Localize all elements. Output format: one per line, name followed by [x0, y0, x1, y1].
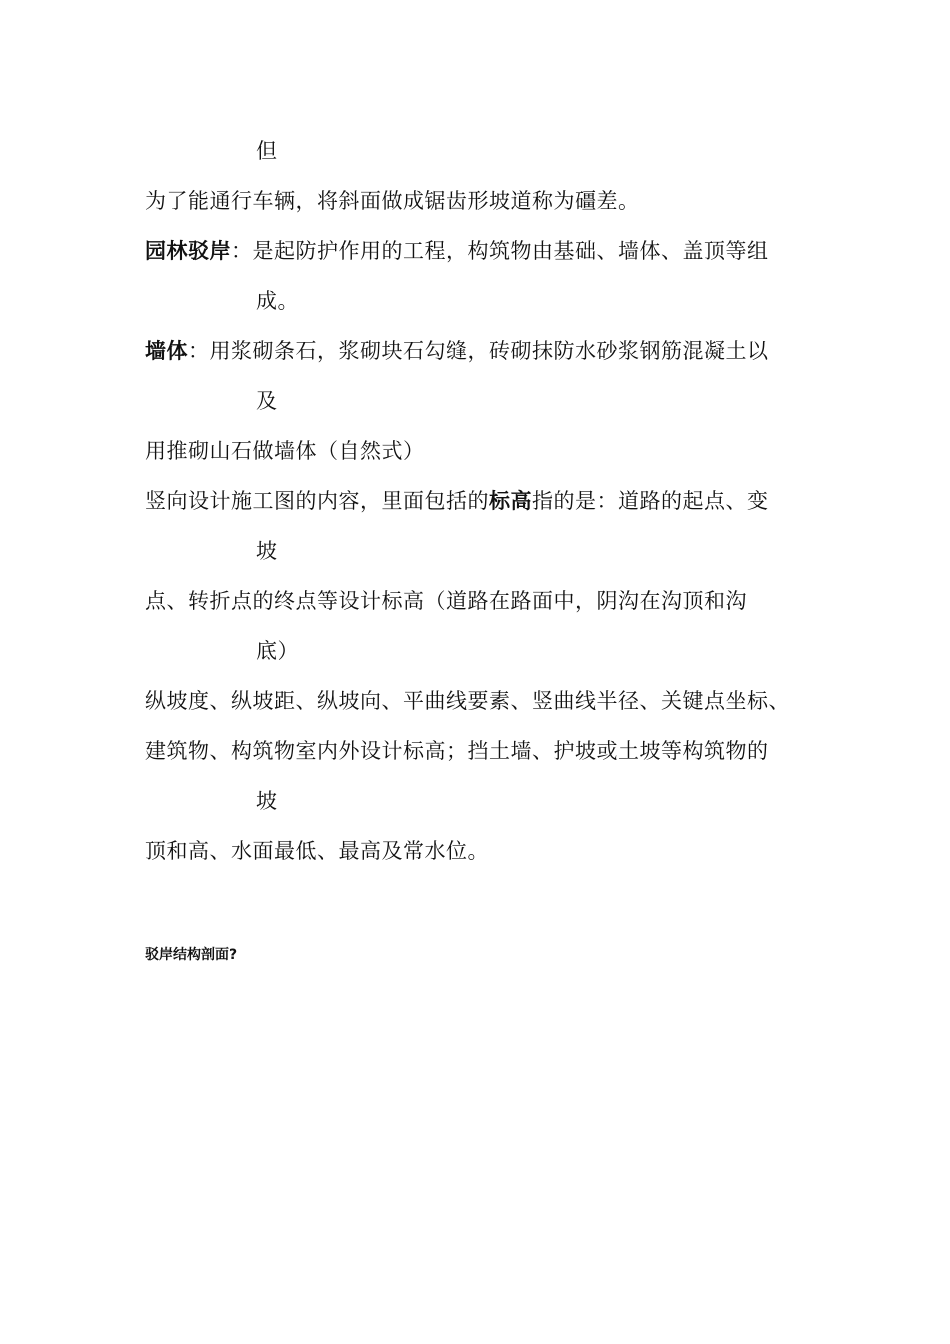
line-1-text: 但	[256, 139, 278, 163]
line-7-text: 用推砌山石做墙体（自然式）	[145, 439, 425, 463]
text-line-13	[145, 737, 769, 765]
line-15-text: 顶和高、水面最低、最高及常水位。	[145, 839, 489, 863]
line-10-text: 点、转折点的终点等设计标高（道路在路面中，阴沟在沟顶和沟	[145, 589, 747, 613]
term-wall-body: 墙体	[145, 339, 188, 363]
text-line-12	[145, 687, 790, 715]
text-line-8	[145, 487, 769, 515]
line-3-text: ：是起防护作用的工程，构筑物由基础、墙体、盖顶等组	[231, 239, 769, 263]
text-line-5	[145, 337, 769, 365]
text-line-1	[256, 137, 278, 165]
line-8-text: 指的是：道路的起点、变	[532, 489, 769, 513]
term-elevation: 标高	[489, 489, 532, 513]
line-6-text: 及	[256, 389, 278, 413]
line-13-text: 建筑物、构筑物室内外设计标高；挡土墙、护坡或土坡等构筑物的	[145, 739, 769, 763]
text-line-14	[256, 787, 278, 815]
section-heading: 驳岸结构剖面?	[145, 947, 238, 963]
text-line-9	[256, 537, 278, 565]
text-line-6	[256, 387, 278, 415]
text-line-11	[256, 637, 299, 665]
line-14-text: 坡	[256, 789, 278, 813]
line-2-text: 为了能通行车辆，将斜面做成锯齿形坡道称为礓差。	[145, 189, 640, 213]
line-11-text: 底）	[256, 639, 299, 663]
text-line-2	[145, 187, 640, 215]
line-12-text: 纵坡度、纵坡距、纵坡向、平曲线要素、竖曲线半径、关键点坐标、	[145, 689, 790, 713]
line-8-pre: 竖向设计施工图的内容，里面包括的	[145, 489, 489, 513]
text-line-4	[256, 287, 299, 315]
line-9-text: 坡	[256, 539, 278, 563]
text-line-7	[145, 437, 425, 465]
term-garden-revetment: 园林驳岸	[145, 239, 231, 263]
text-line-15	[145, 837, 489, 865]
line-5-text: ：用浆砌条石，浆砌块石勾缝，砖砌抹防水砂浆钢筋混凝土以	[188, 339, 769, 363]
text-line-3	[145, 237, 769, 265]
line-4-text: 成。	[256, 289, 299, 313]
text-line-10	[145, 587, 747, 615]
